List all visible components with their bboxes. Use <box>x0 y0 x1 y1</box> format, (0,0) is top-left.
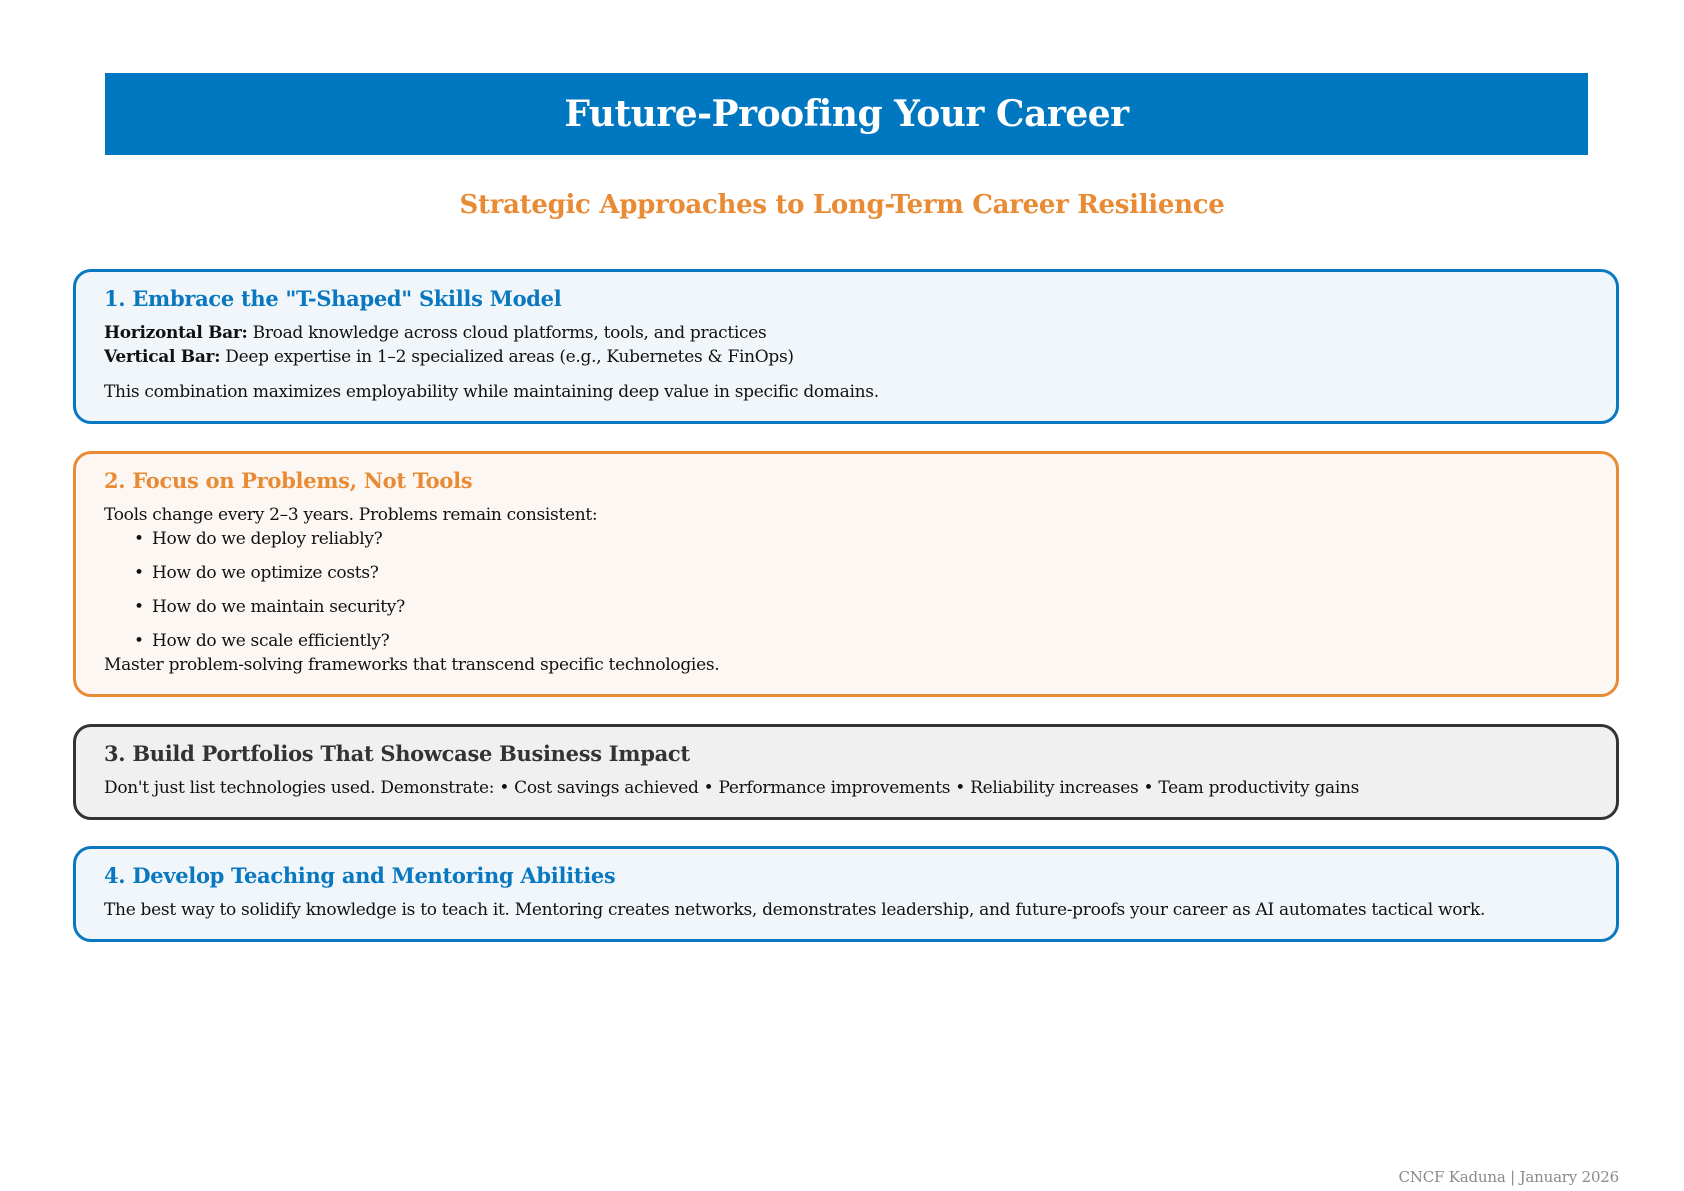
list-item <box>134 629 1588 653</box>
vertical-bar-text: Deep expertise in 1–2 specialized areas (e.g., Kubernetes & FinOps) <box>225 347 794 367</box>
section-intro: Tools change every 2–3 years. Problems remain consistent: <box>104 505 598 525</box>
list-item-text: How do we scale efficiently? <box>152 631 390 651</box>
list-item-text: How do we maintain security? <box>152 597 405 617</box>
page-subtitle: Strategic Approaches to Long-Term Career Resilience <box>459 190 1225 220</box>
list-item <box>134 561 1588 585</box>
problem-list <box>104 527 1588 653</box>
section-closing: Master problem-solving frameworks that transcend specific technologies. <box>104 655 720 675</box>
bullet-icon: • <box>134 631 144 651</box>
bullet-icon: • <box>134 529 144 549</box>
section-heading: 1. Embrace the "T-Shaped" Skills Model <box>104 286 562 311</box>
section-problems-not-tools <box>73 451 1619 697</box>
horizontal-bar-label: Horizontal Bar: <box>104 323 248 343</box>
page-title: Future-Proofing Your Career <box>564 93 1129 135</box>
horizontal-bar-line <box>104 321 1588 345</box>
footer-credit: CNCF Kaduna | January 2026 <box>1398 1168 1619 1186</box>
list-item-text: How do we optimize costs? <box>152 563 379 583</box>
section-heading: 2. Focus on Problems, Not Tools <box>104 468 473 493</box>
section-t-shaped-skills <box>73 269 1619 424</box>
list-item-text: How do we deploy reliably? <box>152 529 383 549</box>
list-item <box>134 595 1588 619</box>
bullet-icon: • <box>134 597 144 617</box>
vertical-bar-line <box>104 345 1588 369</box>
section-business-impact <box>73 724 1619 820</box>
vertical-bar-label: Vertical Bar: <box>104 347 221 367</box>
section-closing: This combination maximizes employability while maintaining deep value in specific domains. <box>104 382 879 402</box>
section-teaching-mentoring <box>73 846 1619 942</box>
section-heading: 3. Build Portfolios That Showcase Business Impact <box>104 741 690 766</box>
bullet-icon: • <box>134 563 144 583</box>
section-body: The best way to solidify knowledge is to teach it. Mentoring creates networks, demonstrates leadership, and future-proofs your career as AI automates tactical work. <box>104 900 1486 920</box>
horizontal-bar-text: Broad knowledge across cloud platforms, tools, and practices <box>252 323 767 343</box>
section-heading: 4. Develop Teaching and Mentoring Abilities <box>104 863 616 888</box>
list-item <box>134 527 1588 551</box>
section-body: Don't just list technologies used. Demonstrate: • Cost savings achieved • Performance improvements • Reliability increases • Team productivity gains <box>104 778 1360 798</box>
title-banner <box>105 73 1588 155</box>
